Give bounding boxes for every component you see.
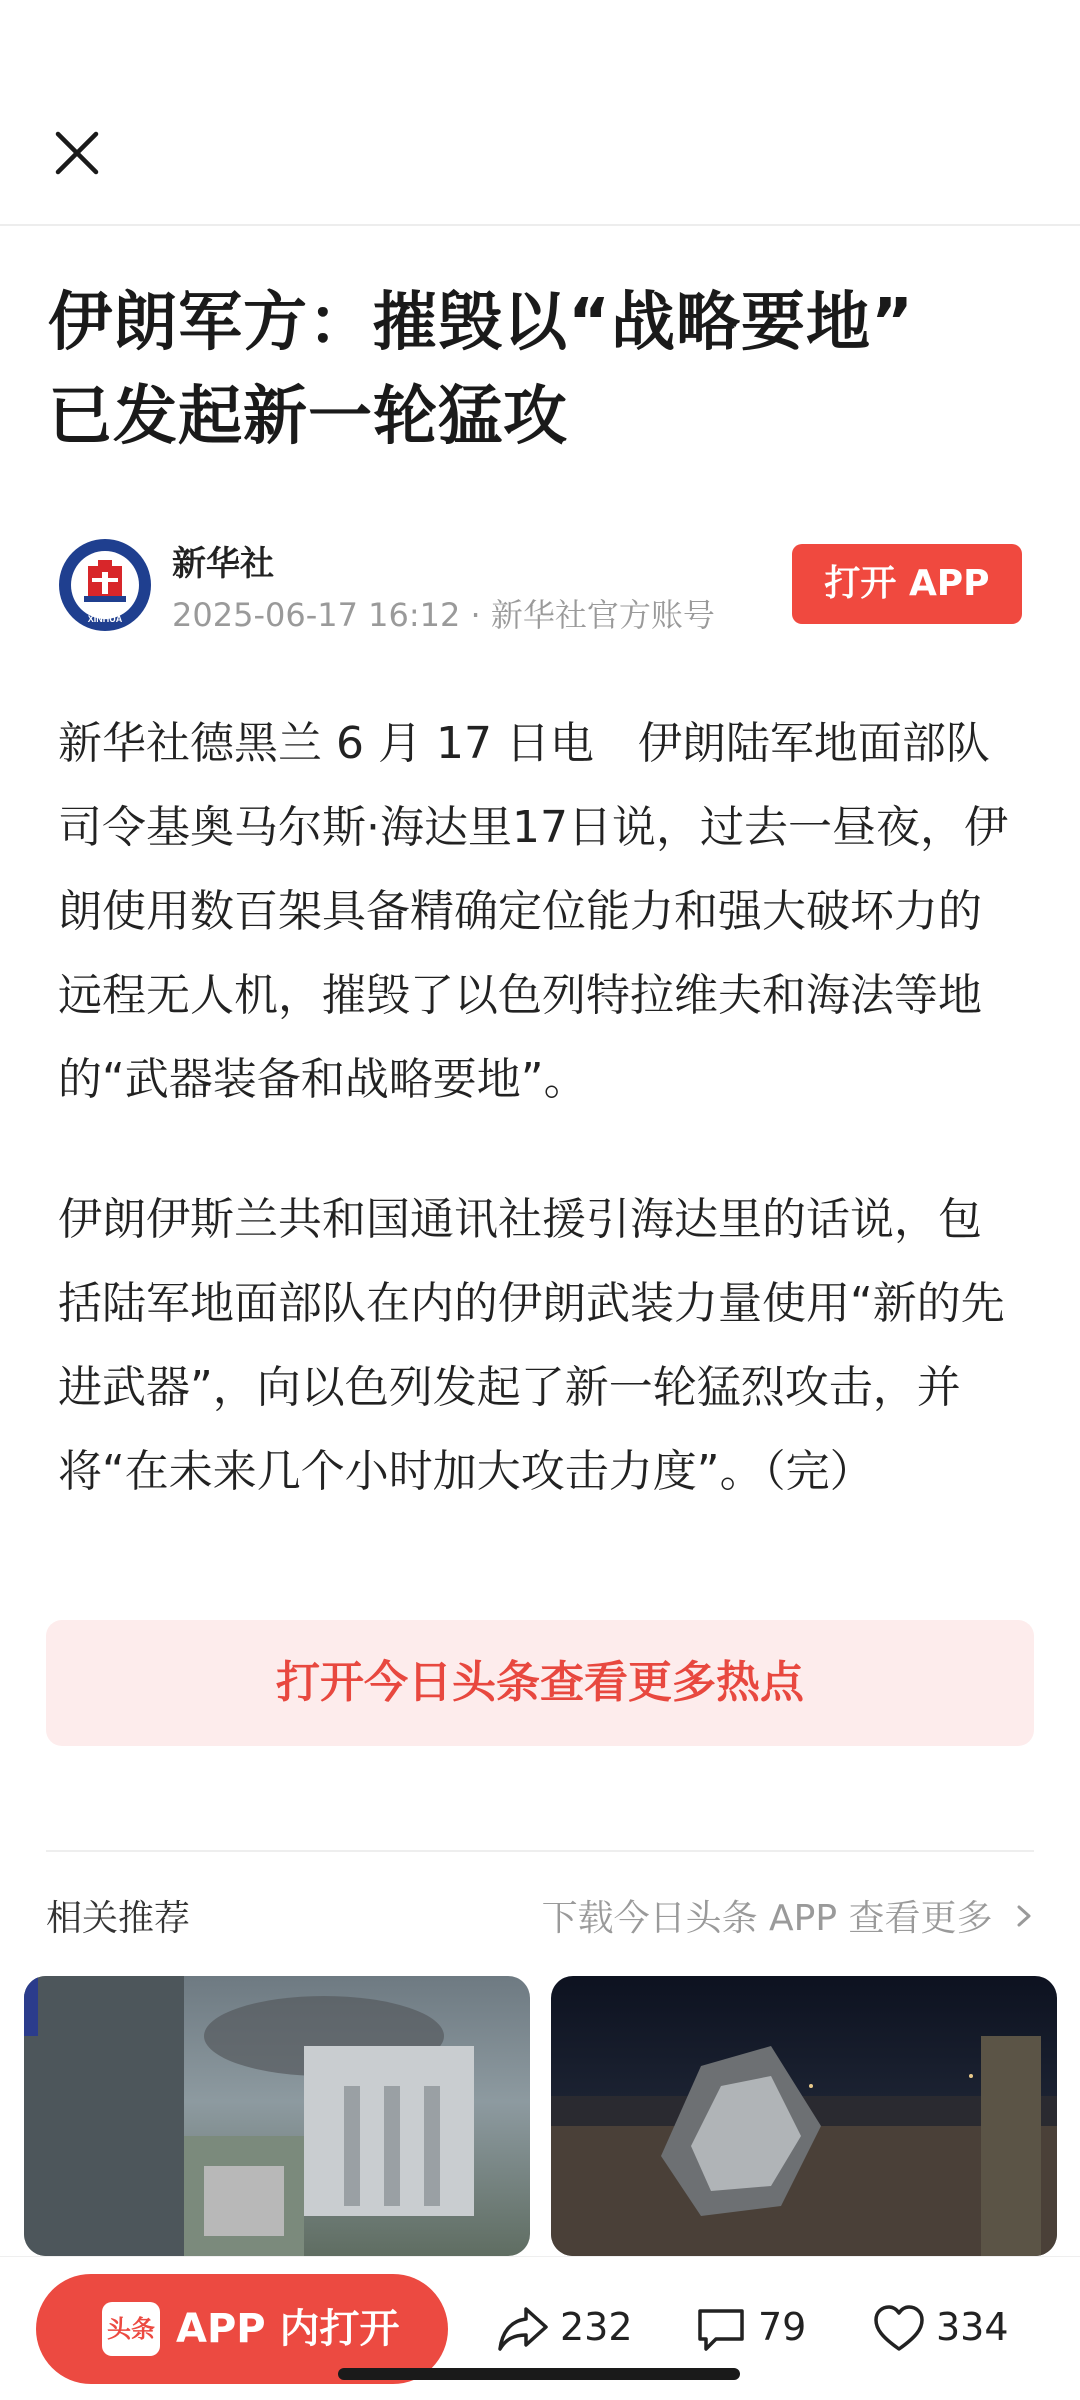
related-card-2-image (551, 1976, 1057, 2256)
share-count: 232 (560, 2305, 633, 2349)
chevron-right-icon (1014, 1898, 1034, 1939)
related-title: 相关推荐 (46, 1898, 191, 1939)
toutiao-logo-icon: 头条 (102, 2302, 160, 2356)
related-header (46, 1880, 1034, 1946)
section-divider (46, 1850, 1034, 1852)
author-meta: 2025-06-17 16:12 · 新华社官方账号 (172, 596, 715, 634)
avatar[interactable] (58, 538, 152, 632)
comment-icon (694, 2303, 748, 2355)
related-card-1[interactable] (24, 1976, 530, 2256)
title-line-1: 伊朗军方：摧毁以“战略要地” (48, 286, 915, 360)
author-row (58, 536, 1022, 636)
article-paragraph-1: 新华社德黑兰 6 月 17 日电 伊朗陆军地面部队司令基奥马尔斯·海达里17日说，过去一昼夜，伊朗使用数百架具备精确定位能力和强大破坏力的远程无人机，摧毁了以色列特拉维夫和海法等地的“武器装备和战略要地”。 (58, 718, 1008, 1105)
author-name[interactable]: 新华社 (172, 544, 274, 584)
article-title (48, 276, 1048, 464)
top-bar (0, 0, 1080, 226)
title-line-2: 已发起新一轮猛攻 (48, 380, 568, 454)
like-count: 334 (936, 2305, 1009, 2349)
heart-icon (872, 2303, 926, 2355)
related-card-1-image (24, 1976, 530, 2256)
home-indicator[interactable] (338, 2368, 740, 2380)
svg-text:XINHUA: XINHUA (87, 614, 123, 624)
share-icon (496, 2303, 550, 2355)
close-button[interactable] (44, 120, 110, 186)
open-app-button[interactable]: 打开 APP (792, 544, 1022, 624)
open-in-app-label: APP 内打开 (176, 2306, 400, 2352)
article-paragraph-2: 伊朗伊斯兰共和国通讯社援引海达里的话说，包括陆军地面部队在内的伊朗武装力量使用“新的先进武器”，向以色列发起了新一轮猛烈攻击，并将“在未来几个小时加大攻击力度”。（完） (58, 1194, 1005, 1497)
related-more-label: 下载今日头条 APP 查看更多 (541, 1898, 993, 1939)
related-card-2[interactable] (551, 1976, 1057, 2256)
close-icon (44, 120, 110, 186)
related-more-link[interactable] (542, 1890, 1034, 1941)
open-toutiao-banner[interactable]: 打开今日头条查看更多热点 (46, 1620, 1034, 1746)
comment-count: 79 (758, 2305, 807, 2349)
xinhua-logo-icon (58, 538, 152, 632)
